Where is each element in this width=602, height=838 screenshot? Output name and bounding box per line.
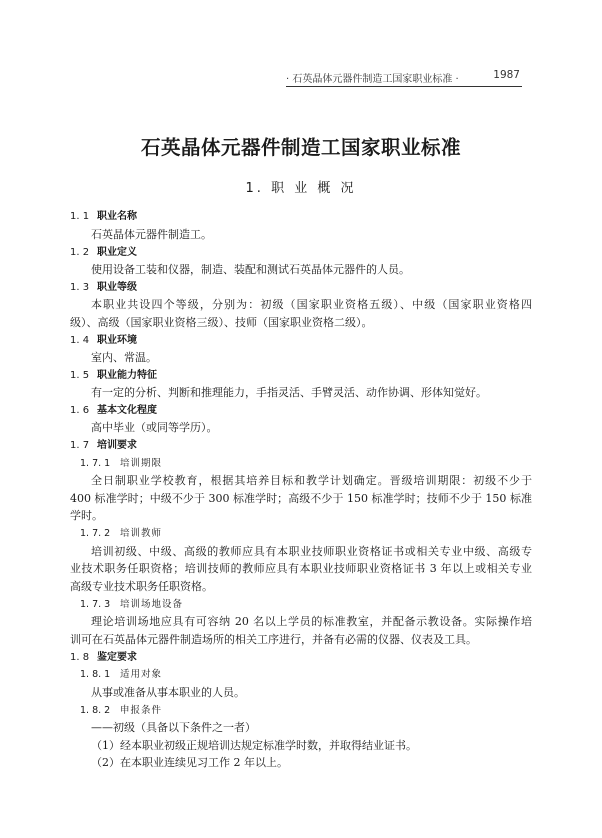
subsection-label: 适用对象	[120, 669, 163, 680]
section-label: 职业环境	[97, 335, 137, 346]
section-number: 1. 1	[70, 211, 90, 222]
section-number: 1. 5	[70, 370, 90, 381]
section-number: 1. 8	[70, 652, 90, 663]
page-number: 1987	[493, 69, 520, 81]
chapter-heading: 1. 职 业 概 况	[245, 181, 357, 196]
paragraph-line: （1）经本职业初级正规培训达规定标准学时数，并取得结业证书。	[91, 739, 417, 752]
subsection-label: 培训期限	[120, 458, 163, 469]
section-label: 职业名称	[97, 211, 137, 222]
paragraph-line: （2）在本职业连续见习工作 2 年以上。	[91, 756, 288, 769]
section-heading	[70, 210, 137, 224]
subsection-label: 申报条件	[120, 705, 163, 716]
subsection-number: 1. 7. 1	[80, 458, 111, 469]
section-heading	[70, 404, 157, 418]
subsection-heading	[80, 457, 162, 471]
paragraph: 高中毕业（或同等学历）。	[91, 421, 218, 434]
paragraph-line: 理论培训场地应具有可容纳 20 名以上学员的标准教室，并配备示教设备。实际操作培	[91, 615, 532, 628]
subsection-heading	[80, 704, 162, 718]
paragraph-line: 从事或准备从事本职业的人员。	[91, 686, 245, 699]
subsection-number: 1. 8. 1	[80, 669, 111, 680]
subsection-heading	[80, 668, 162, 682]
section-heading	[70, 369, 157, 383]
section-number: 1. 2	[70, 247, 90, 258]
section-heading	[70, 439, 137, 453]
paragraph-line: 业技术职务任职资格；培训技师的教师应具有本职业技师职业资格证书 3 年以上或相关专业	[70, 562, 532, 575]
paragraph-line: 全日制职业学校教育，根据其培养目标和教学计划确定。晋级培训期限：初级不少于	[91, 474, 532, 487]
section-number: 1. 4	[70, 335, 90, 346]
subsection-label: 培训场地设备	[120, 599, 184, 610]
paragraph-line: 培训初级、中级、高级的教师应具有本职业技师职业资格证书或相关专业中级、高级专	[91, 545, 532, 558]
section-heading	[70, 651, 137, 665]
page-title: 石英晶体元器件制造工国家职业标准	[140, 136, 461, 159]
paragraph: 有一定的分析、判断和推理能力，手指灵活、手臂灵活、动作协调、形体知觉好。	[91, 386, 487, 399]
paragraph: 石英晶体元器件制造工。	[91, 228, 212, 241]
paragraph-line: 本职业共设四个等级，分别为：初级（国家职业资格五级）、中级（国家职业资格四	[91, 298, 532, 311]
section-heading	[70, 334, 137, 348]
paragraph-line: 级）、高级（国家职业资格三级）、技师（国家职业资格二级）。	[70, 316, 373, 329]
subsection-heading	[80, 527, 162, 541]
paragraph: 使用设备工装和仪器，制造、装配和测试石英晶体元器件的人员。	[91, 263, 410, 276]
paragraph-line: 高级专业技术职务任职资格。	[70, 580, 213, 593]
subsection-number: 1. 7. 3	[80, 599, 111, 610]
subsection-label: 培训教师	[120, 528, 163, 539]
section-number: 1. 3	[70, 282, 90, 293]
paragraph-line: ——初级（具备以下条件之一者）	[91, 721, 256, 734]
paragraph-line: 学时。	[70, 509, 103, 522]
section-label: 职业能力特征	[97, 370, 157, 381]
section-label: 鉴定要求	[97, 652, 137, 663]
section-label: 职业定义	[97, 247, 137, 258]
section-label: 基本文化程度	[97, 405, 157, 416]
section-number: 1. 6	[70, 405, 90, 416]
section-heading	[70, 246, 137, 260]
paragraph-line: 训可在石英晶体元器件制造场所的相关工序进行，并备有必需的仪器、仪表及工具。	[70, 633, 477, 646]
running-title: · 石英晶体元器件制造工国家职业标准 ·	[286, 74, 459, 85]
subsection-number: 1. 7. 2	[80, 528, 111, 539]
section-heading	[70, 281, 137, 295]
subsection-number: 1. 8. 2	[80, 705, 111, 716]
section-label: 培训要求	[97, 440, 137, 451]
section-number: 1. 7	[70, 440, 90, 451]
paragraph: 室内、常温。	[91, 351, 157, 364]
section-label: 职业等级	[97, 282, 137, 293]
subsection-heading	[80, 598, 183, 612]
running-header	[286, 68, 522, 87]
paragraph-line: 400 标准学时；中级不少于 300 标准学时；高级不少于 150 标准学时；技师不少于 150 标准	[70, 492, 532, 505]
